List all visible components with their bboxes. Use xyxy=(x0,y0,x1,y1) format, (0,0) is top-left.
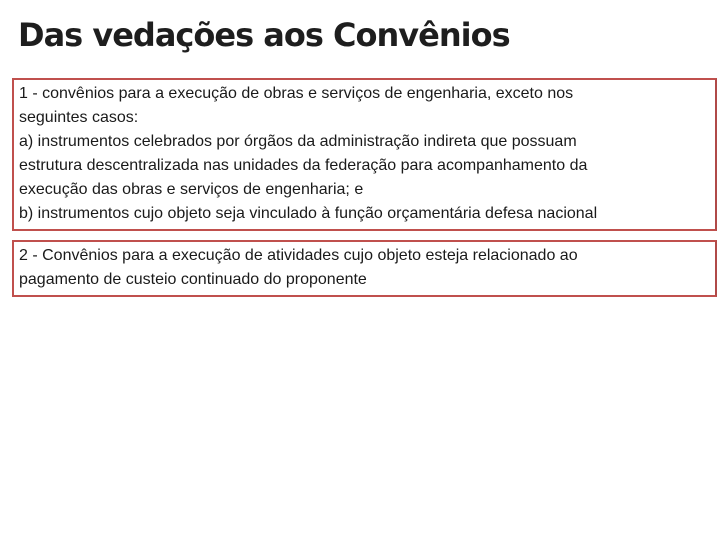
text-line: a) instrumentos celebrados por órgãos da administração indireta que possuam xyxy=(19,133,577,150)
text-line: 2 - Convênios para a execução de atividades cujo objeto esteja relacionado ao xyxy=(19,247,578,264)
text-box-obras-engenharia xyxy=(12,78,717,231)
text-line: estrutura descentralizada nas unidades da federação para acompanhamento da xyxy=(19,157,588,174)
text-line: pagamento de custeio continuado do proponente xyxy=(19,271,367,288)
text-line: execução das obras e serviços de engenharia; e xyxy=(19,181,364,198)
text-line: seguintes casos: xyxy=(19,109,139,126)
text-line: b) instrumentos cujo objeto seja vinculado à função orçamentária defesa nacional xyxy=(19,205,598,222)
text-line: 1 - convênios para a execução de obras e serviços de engenharia, exceto nos xyxy=(19,85,574,102)
text-box-custeio-continuado xyxy=(12,240,717,297)
slide-title: Das vedações aos Convênios xyxy=(18,16,510,54)
